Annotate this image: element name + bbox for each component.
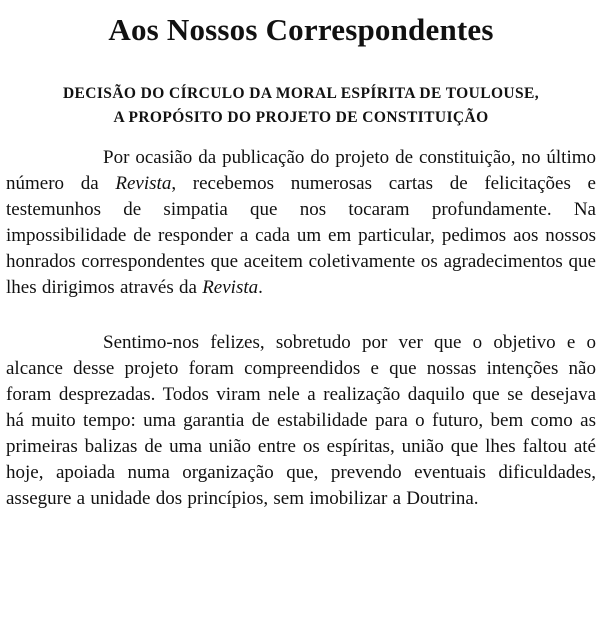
- document-page: [6, 0, 596, 512]
- paragraph-1: [6, 145, 596, 301]
- revista-italic-1: Revista: [115, 173, 172, 194]
- paragraph-1-text-c: .: [258, 277, 263, 298]
- subtitle-line-2: A PROPÓSITO DO PROJETO DE CONSTITUIÇÃO: [113, 109, 489, 126]
- paragraph-1-text-a: Por ocasião da publicação do projeto de constituição, no último número da: [6, 147, 596, 194]
- section-subtitle: [6, 82, 596, 130]
- paragraph-1-text-b: , recebemos numerosas cartas de felicitações e testemunhos de simpatia que nos tocaram profundamente. Na impossibilidade de responder a cada um em particular, pedimos aos nossos honrados correspondentes que aceitem coletivamente os agradecimentos que lhes dirigimos através da: [6, 173, 596, 298]
- page-title: Aos Nossos Correspondentes: [108, 12, 494, 47]
- subtitle-line-1: DECISÃO DO CÍRCULO DA MORAL ESPÍRITA DE TOULOUSE,: [62, 85, 540, 102]
- paragraph-2: Sentimo-nos felizes, sobretudo por ver que o objetivo e o alcance desse projeto foram compreendidos e que nossas intenções não foram desprezadas. Todos viram nele a realização daquilo que se desejava há muito tempo: uma garantia de estabilidade para o futuro, bem como as primeiras balizas de uma união entre os espíritas, união que lhes faltou até hoje, apoiada numa organização que, prevendo eventuais dificuldades, assegure a unidade dos princípios, sem imobilizar a Doutrina.: [6, 332, 596, 509]
- revista-italic-2: Revista: [202, 277, 259, 298]
